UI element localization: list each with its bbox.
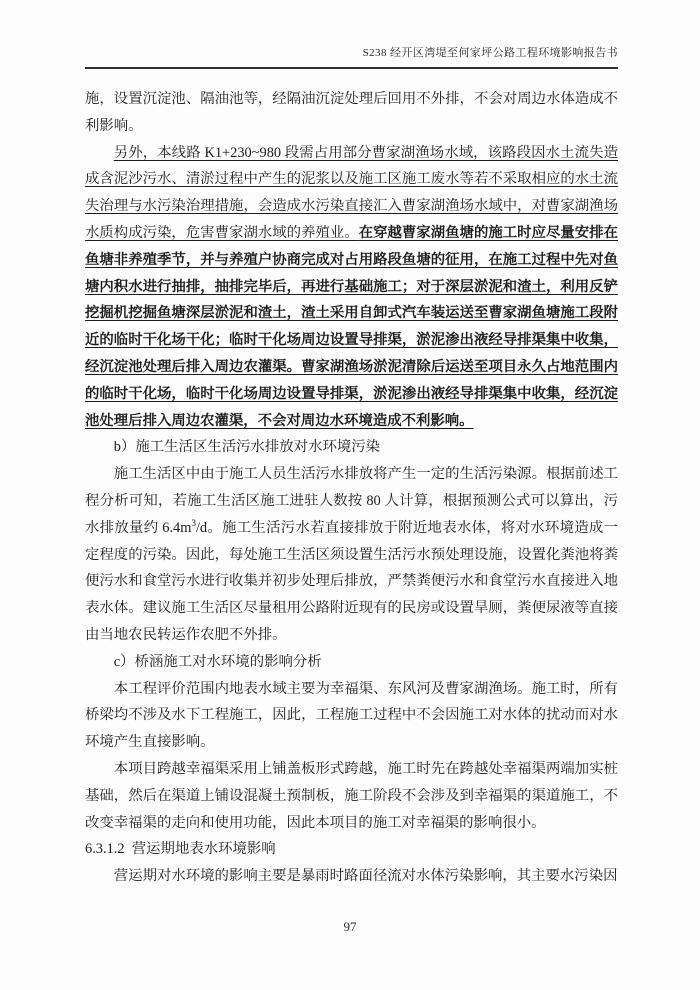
report-title: S238 经开区湾堤至何家坪公路工程环境影响报告书 <box>362 47 618 59</box>
paragraph-caojia-lake-revision <box>85 140 618 435</box>
revision-text-regular: 另外，本线路 K1+230~980 段需占用部分曹家湖渔场水域，该路段因水土流失造成含泥沙污水、清淤过程中产生的泥浆以及施工区施工废水等若不采取相应的水土流失治理与水污染治理措施，会造成水污染直接汇入曹家湖渔场水域中，对曹家湖渔场水质构成污染，危害曹家湖水域的养殖业。 <box>85 144 618 241</box>
living-area-text-before-sup: 施工生活区中由于施工人员生活污水排放将产生一定的生活污染源。根据前述工程分析可知，若施工生活区施工进驻人数按 80 人计算，根据预测公式可以算出，污水排放量约 6.4m <box>85 466 618 536</box>
living-area-text-after-sup: /d。施工生活污水若直接排放于附近地表水体，将对水环境造成一定程度的污染。因此，每处施工生活区须设置生活污水预处理设施，设置化粪池将粪便污水和食堂污水进行收集并初步处理后排放，严禁粪便污水和食堂污水直接进入地表水体。建议施工生活区尽量租用公路附近现有的民房或设置旱厕，粪便尿液等直接由当地农民转运作农肥不外排。 <box>85 519 618 643</box>
heading-c-bridge-culvert: c）桥涵施工对水环境的影响分析 <box>113 653 322 670</box>
document-body <box>85 86 618 890</box>
revision-text-bold: 在穿越曹家湖鱼塘的施工时应尽量安排在鱼塘非养殖季节，并与养殖户协商完成对占用路段鱼塘的征用，在施工过程中先对鱼塘内积水进行抽排，抽排完毕后，再进行基础施工；对于深层淤泥和渣土，利用反铲挖掘机挖掘鱼塘深层淤泥和渣土，渣土采用自卸式汽车装运送至曹家湖鱼塘施工段附近的临时干化场干化；临时干化场周边设置导排渠，淤泥渗出液经导排渠集中收集，经沉淀池处理后排入周边农灌渠。曹家湖渔场淤泥清除后运送至项目永久占地范围内的临时干化场，临时干化场周边设置导排渠，淤泥渗出液经导排渠集中收集，经沉淀池处理后排入周边农灌渠，不会对周边水环境造成不利影响。 <box>85 224 618 429</box>
cubic-meter-superscript: 3 <box>191 517 196 528</box>
paragraph-operation-period-runoff: 营运期对水环境的影响主要是暴雨时路面径流对水体污染影响，其主要水污染因 <box>113 868 618 885</box>
heading-6-3-1-2-operation-period: 6.3.1.2 营运期地表水环境影响 <box>85 841 276 858</box>
paragraph-xingfu-canal-crossing: 本项目跨越幸福渠采用上铺盖板形式跨越，施工时先在跨越处幸福渠两端加实桩基础，然后在渠道上铺设混凝土预制板，施工阶段不会涉及到幸福渠的渠道施工，不改变幸福渠的走向和使用功能，因此本项目的施工对幸福渠的影响很小。 <box>85 760 618 831</box>
heading-b-domestic-sewage: b）施工生活区生活污水排放对水环境污染 <box>113 439 381 456</box>
paragraph-sedimentation-tank: 施，设置沉淀池、隔油池等，经隔油沉淀处理后回用不外排，不会对周边水体造成不利影响。 <box>85 91 618 134</box>
paragraph-surface-water-bodies: 本工程评价范围内地表水域主要为幸福渠、东风河及曹家湖渔场。施工时，所有桥梁均不涉及水下工程施工，因此，工程施工过程中不会因施工对水体的扰动而对水环境产生直接影响。 <box>85 680 618 751</box>
paragraph-living-area-sewage <box>85 461 618 649</box>
page-footer <box>0 919 700 935</box>
page-header <box>85 44 618 69</box>
page-number: 97 <box>343 919 357 934</box>
